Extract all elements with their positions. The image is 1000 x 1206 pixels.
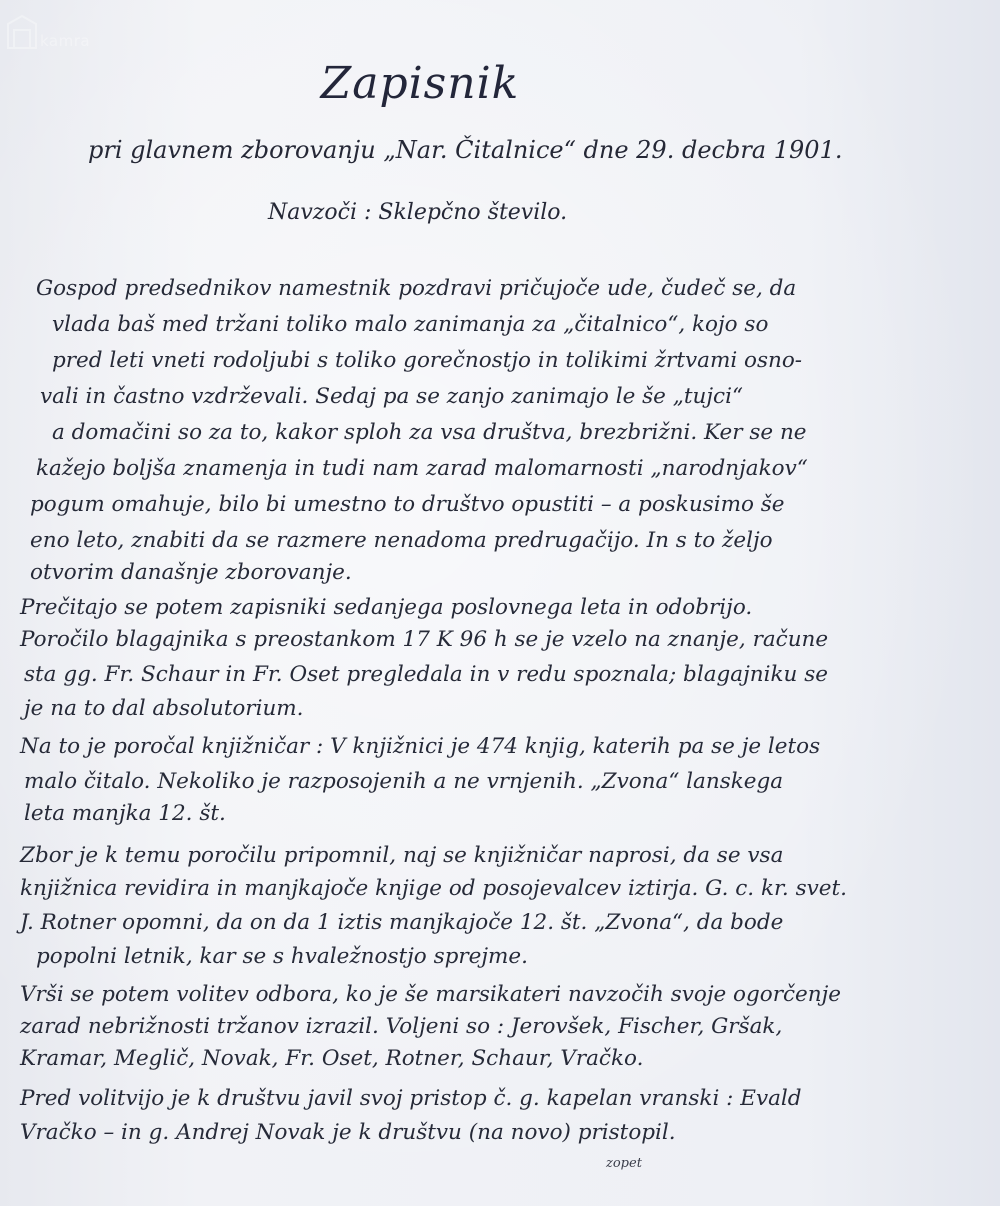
text-line: a domačini so za to, kakor sploh za vsa društva, brezbrižni. Ker se ne bbox=[52, 420, 807, 445]
document-title: Zapisnik bbox=[320, 58, 520, 109]
watermark-text: kamra bbox=[40, 32, 91, 50]
text-line: eno leto, znabiti da se razmere nenadoma predrugačijo. In s to željo bbox=[30, 528, 773, 553]
text-line: Vračko – in g. Andrej Novak je k društvu (na novo) pristopil. bbox=[20, 1120, 676, 1145]
text-line: pogum omahuje, bilo bi umestno to društvo opustiti – a poskusimo še bbox=[30, 492, 785, 517]
text-line: vlada baš med tržani toliko malo zanimanja za „čitalnico“, kojo so bbox=[52, 312, 769, 337]
document-subtitle: pri glavnem zborovanju „Nar. Čitalnice“ dne 29. decbra 1901. bbox=[88, 136, 843, 164]
text-line: Zbor je k temu poročilu pripomnil, naj se knjižničar naprosi, da se vsa bbox=[20, 843, 784, 868]
text-line: kažejo boljša znamenja in tudi nam zarad malomarnosti „narodnjakov“ bbox=[36, 456, 808, 481]
text-line: knjižnica revidira in manjkajoče knjige od posojevalcev iztirja. G. c. kr. svet. bbox=[20, 876, 847, 901]
watermark-logo-icon bbox=[6, 14, 38, 50]
text-line: Prečitajo se potem zapisniki sedanjega poslovnega leta in odobrijo. bbox=[20, 595, 753, 620]
text-line: Pred volitvijo je k društvu javil svoj pristop č. g. kapelan vranski : Evald bbox=[20, 1086, 802, 1111]
kamra-watermark bbox=[6, 14, 146, 54]
text-line: J. Rotner opomni, da on da 1 iztis manjkajoče 12. št. „Zvona“, da bode bbox=[20, 910, 784, 935]
inserted-word-note: zopet bbox=[606, 1156, 642, 1171]
text-line: popolni letnik, kar se s hvaležnostjo sprejme. bbox=[36, 944, 528, 969]
text-line: Vrši se potem volitev odbora, ko je še marsikateri navzočih svoje ogorčenje bbox=[20, 982, 841, 1007]
text-line: leta manjka 12. št. bbox=[24, 801, 226, 826]
attendance-line: Navzoči : Sklepčno število. bbox=[268, 200, 568, 225]
text-line: zarad nebrižnosti tržanov izrazil. Voljeni so : Jerovšek, Fischer, Gršak, bbox=[20, 1014, 783, 1039]
text-line: Kramar, Meglič, Novak, Fr. Oset, Rotner, Schaur, Vračko. bbox=[20, 1046, 644, 1071]
text-line: otvorim današnje zborovanje. bbox=[30, 560, 352, 585]
text-line: Poročilo blagajnika s preostankom 17 K 96 h se je vzelo na znanje, račune bbox=[20, 627, 829, 652]
text-line: vali in častno vzdrževali. Sedaj pa se zanjo zanimajo le še „tujci“ bbox=[40, 384, 743, 409]
text-line: sta gg. Fr. Schaur in Fr. Oset pregledala in v redu spoznala; blagajniku se bbox=[24, 662, 828, 687]
text-line: Na to je poročal knjižničar : V knjižnici je 474 knjig, katerih pa se je letos bbox=[20, 734, 821, 759]
text-line: Gospod predsednikov namestnik pozdravi pričujoče ude, čudeč se, da bbox=[36, 276, 797, 301]
text-line: malo čitalo. Nekoliko je razposojenih a ne vrnjenih. „Zvona“ lanskega bbox=[24, 769, 784, 794]
text-line: pred leti vneti rodoljubi s toliko gorečnostjo in tolikimi žrtvami osno- bbox=[52, 348, 803, 373]
text-line: je na to dal absolutorium. bbox=[24, 696, 304, 721]
